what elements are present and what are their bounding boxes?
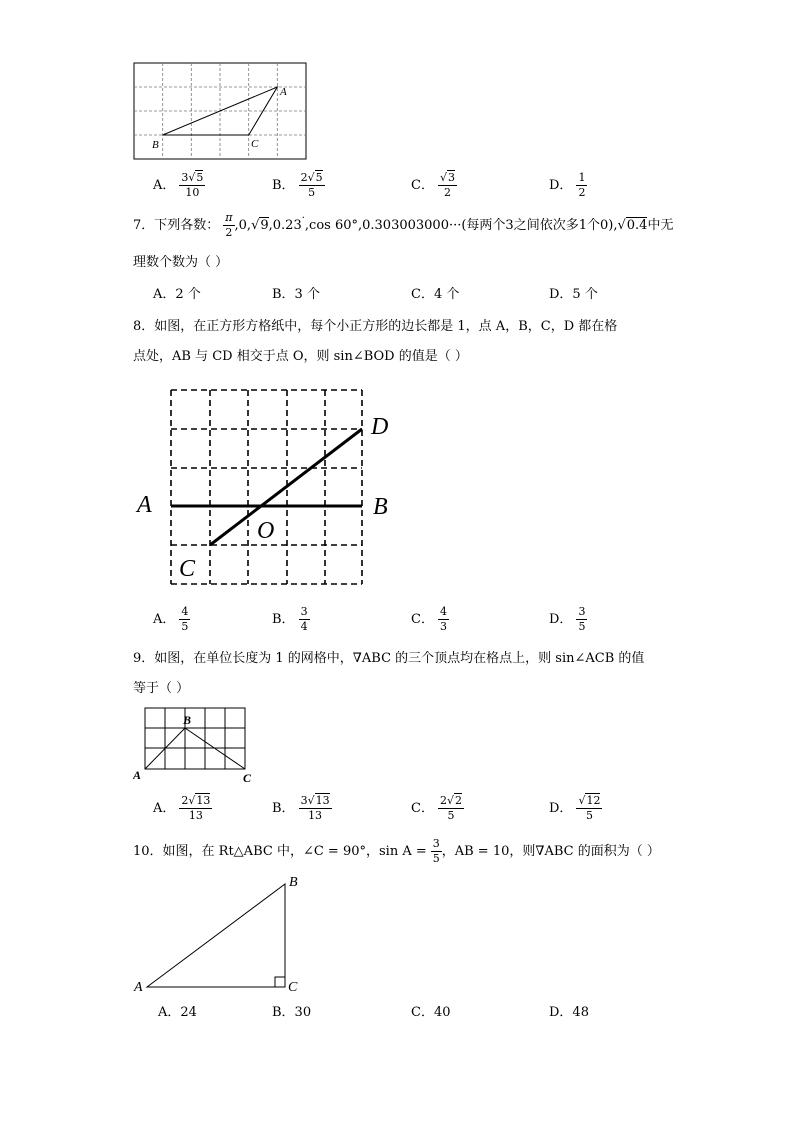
q6-option-a-letter: A．	[153, 178, 176, 194]
q9-stem-line2: 等于（ ）	[133, 681, 190, 696]
q9-option-d[interactable]: D． $\frac{√12}{5}$	[549, 794, 601, 823]
q8-label-a: A	[137, 492, 152, 518]
q7-stem-line2: 理数个数为（ ）	[133, 255, 229, 270]
q8-label-d: D	[371, 414, 389, 440]
q6-option-c[interactable]: C． $\frac{√3}{2}$	[411, 171, 455, 200]
q10-option-a[interactable]: A．24	[158, 1005, 197, 1020]
q10-triangle	[147, 884, 285, 987]
q9-option-b[interactable]: B． $\frac{3√13}{13}$	[272, 794, 330, 823]
q6-option-a[interactable]: A． $\frac{3√5}{10}$	[153, 171, 204, 200]
q7-option-b[interactable]: B．3 个	[272, 287, 320, 302]
q9-stem-line1: 9．如图，在单位长度为 1 的网格中，∇ABC 的三个顶点均在格点上，则 sin∠ACB 的值	[133, 651, 645, 666]
q9-label-a: A	[133, 768, 142, 782]
q8-option-c[interactable]: C． $\frac{4}{3}$	[411, 605, 447, 634]
q10-option-b[interactable]: B．30	[272, 1005, 312, 1020]
q8-stem-line2: 点处，AB 与 CD 相交于点 O，则 sin∠BOD 的值是（ ）	[133, 349, 468, 364]
q7-option-d[interactable]: D．5 个	[549, 287, 598, 302]
q8-option-a[interactable]: A． $\frac{4}{5}$	[153, 605, 189, 634]
q8-option-b[interactable]: B． $\frac{3}{4}$	[272, 605, 308, 634]
q10-stem: 10．如图，在 Rt△ABC 中，∠C = 90°，sin A = $\frac{3}{5}$ ，AB = 10，则∇ABC 的面积为（ ）	[133, 837, 660, 866]
q10-option-d[interactable]: D．48	[549, 1005, 589, 1020]
q6-figure	[133, 62, 309, 162]
q9-label-b: B	[183, 713, 192, 727]
q8-line-cd	[210, 429, 362, 545]
q10-label-a: A	[134, 980, 143, 995]
q6-option-b[interactable]: B． $\frac{2√5}{5}$	[272, 171, 323, 200]
q8-option-d[interactable]: D． $\frac{3}{5}$	[549, 605, 586, 634]
q6-label-a: A	[280, 86, 287, 98]
q6-option-b-letter: B．	[272, 178, 295, 194]
q9-figure	[133, 705, 258, 787]
q9-label-c: C	[243, 771, 252, 785]
q8-label-c: C	[179, 556, 196, 582]
q6-option-c-letter: C．	[411, 178, 434, 194]
q7-stem-line1: 7．下列各数： $\frac{\pi}{2}$ ,0,√9,0.23·,cos 60°,0.303003000···(每两个3之间依次多1个0),√0.4中无	[133, 211, 674, 240]
q10-option-c[interactable]: C．40	[411, 1005, 451, 1020]
q6-option-d[interactable]: D． $\frac{1}{2}$	[549, 171, 586, 200]
q10-label-c: C	[288, 980, 298, 995]
q6-option-d-letter: D．	[549, 178, 573, 194]
q8-label-o: O	[257, 518, 275, 544]
q9-option-c[interactable]: C． $\frac{2√2}{5}$	[411, 794, 462, 823]
q9-option-a[interactable]: A． $\frac{2√13}{13}$	[153, 794, 211, 823]
q10-label-b: B	[289, 875, 298, 890]
q6-label-c: C	[251, 138, 259, 150]
q8-figure	[133, 380, 413, 590]
q8-label-b: B	[373, 494, 388, 520]
q8-stem-line1: 8．如图，在正方形方格纸中，每个小正方形的边长都是 1，点 A，B，C，D 都在格	[133, 319, 618, 334]
q7-option-c[interactable]: C．4 个	[411, 287, 460, 302]
q10-right-angle-mark	[275, 977, 285, 987]
q10-figure	[133, 870, 313, 998]
q7-option-a[interactable]: A．2 个	[153, 287, 201, 302]
q6-label-b: B	[152, 139, 159, 151]
